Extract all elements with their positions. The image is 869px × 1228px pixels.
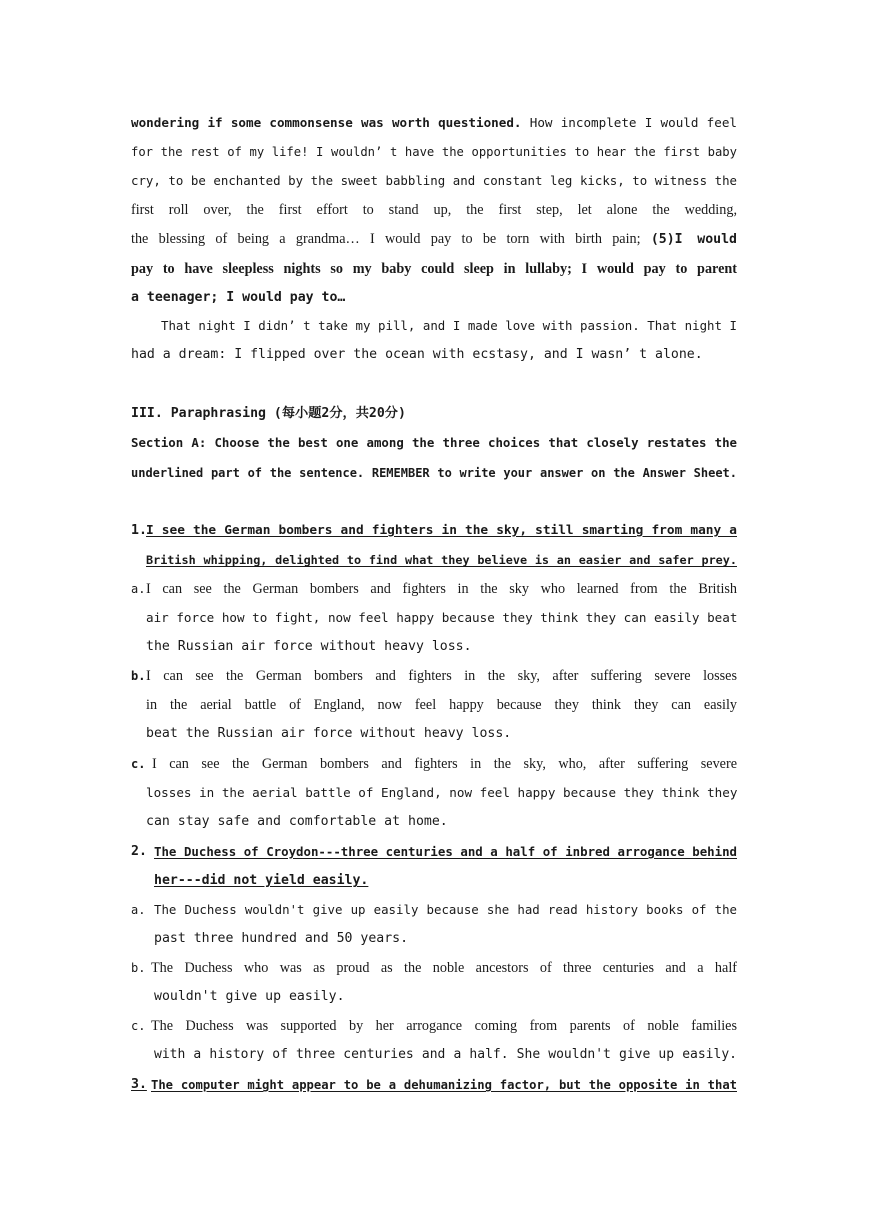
option-letter: b. xyxy=(131,669,146,683)
option-text: with a history of three centuries and a half. She wouldn't give up easily. xyxy=(154,1047,737,1062)
option-text: wouldn't give up easily. xyxy=(154,989,345,1004)
passage-line: cry, to be enchanted by the sweet babbling and constant leg kicks, to witness the xyxy=(131,173,737,188)
question-stem: British whipping, delighted to find what they believe is an easier and safer prey. xyxy=(146,553,737,567)
question-number: 2. xyxy=(131,844,147,859)
passage-line xyxy=(131,230,737,249)
option-letter: c. xyxy=(131,1019,146,1033)
option-text: can stay safe and comfortable at home. xyxy=(146,814,448,829)
passage-text: the blessing of being a grandma… I would pay to be torn with birth pain; xyxy=(131,231,651,247)
passage-line xyxy=(131,114,737,132)
option-text: air force how to fight, now feel happy because they think they can easily beat xyxy=(146,610,738,625)
option-text: I can see the German bombers and fighters in the sky, after suffering severe losses xyxy=(146,668,737,684)
question-stem: The Duchess of Croydon---three centuries and a half of inbred arrogance behind xyxy=(154,844,737,859)
question-number: 3. xyxy=(131,1077,147,1092)
option-text: losses in the aerial battle of England, now feel happy because they think they xyxy=(146,785,738,800)
section-heading: III. Paraphrasing (每小题2分，共20分) xyxy=(131,406,406,421)
option-letter: c. xyxy=(131,757,146,771)
passage-line: for the rest of my life! I wouldn’ t have the opportunities to hear the first baby xyxy=(131,145,737,159)
option-text: in the aerial battle of England, now feel happy because they think they can easily xyxy=(146,697,737,713)
option-text: I can see the German bombers and fighters in the sky, who, after suffering severe xyxy=(152,756,737,772)
passage-line: had a dream: I flipped over the ocean with ecstasy, and I wasn’ t alone. xyxy=(131,347,703,362)
option-letter: a. xyxy=(131,582,146,596)
option-text: past three hundred and 50 years. xyxy=(154,931,409,946)
question-stem: I see the German bombers and fighters in the sky, still smarting from many a xyxy=(146,523,737,538)
option-text: The Duchess was supported by her arrogance coming from parents of noble families xyxy=(151,1018,737,1034)
passage-line: That night I didn’ t take my pill, and I made love with passion. That night I xyxy=(161,318,737,333)
section-instructions: underlined part of the sentence. REMEMBER to write your answer on the Answer Sheet. xyxy=(131,466,737,480)
option-text: The Duchess who was as proud as the noble ancestors of three centuries and a half xyxy=(151,960,737,976)
option-letter: b. xyxy=(131,961,146,975)
option-text: The Duchess wouldn't give up easily because she had read history books of the xyxy=(154,902,737,917)
question-number: 1. xyxy=(131,523,147,538)
option-letter: a. xyxy=(131,903,146,917)
passage-line: first roll over, the first effort to stand up, the first step, let alone the wedding, xyxy=(131,202,737,218)
passage-line-bold: a teenager; I would pay to… xyxy=(131,290,346,305)
option-text: the Russian air force without heavy loss. xyxy=(146,639,472,654)
bold-sentence: (5)I would xyxy=(650,232,737,247)
passage-text: How incomplete I would feel xyxy=(521,115,737,130)
option-text: beat the Russian air force without heavy loss. xyxy=(146,726,512,741)
question-stem: her---did not yield easily. xyxy=(154,873,369,888)
question-stem: The computer might appear to be a dehumanizing factor, but the opposite in that xyxy=(151,1078,737,1092)
section-instructions: Section A: Choose the best one among the three choices that closely restates the xyxy=(131,435,737,450)
option-text: I can see the German bombers and fighters in the sky who learned from the British xyxy=(146,581,737,597)
passage-line-bold: pay to have sleepless nights so my baby could sleep in lullaby; I would pay to parent xyxy=(131,261,737,277)
bold-sentence: wondering if some commonsense was worth questioned. xyxy=(131,115,522,130)
